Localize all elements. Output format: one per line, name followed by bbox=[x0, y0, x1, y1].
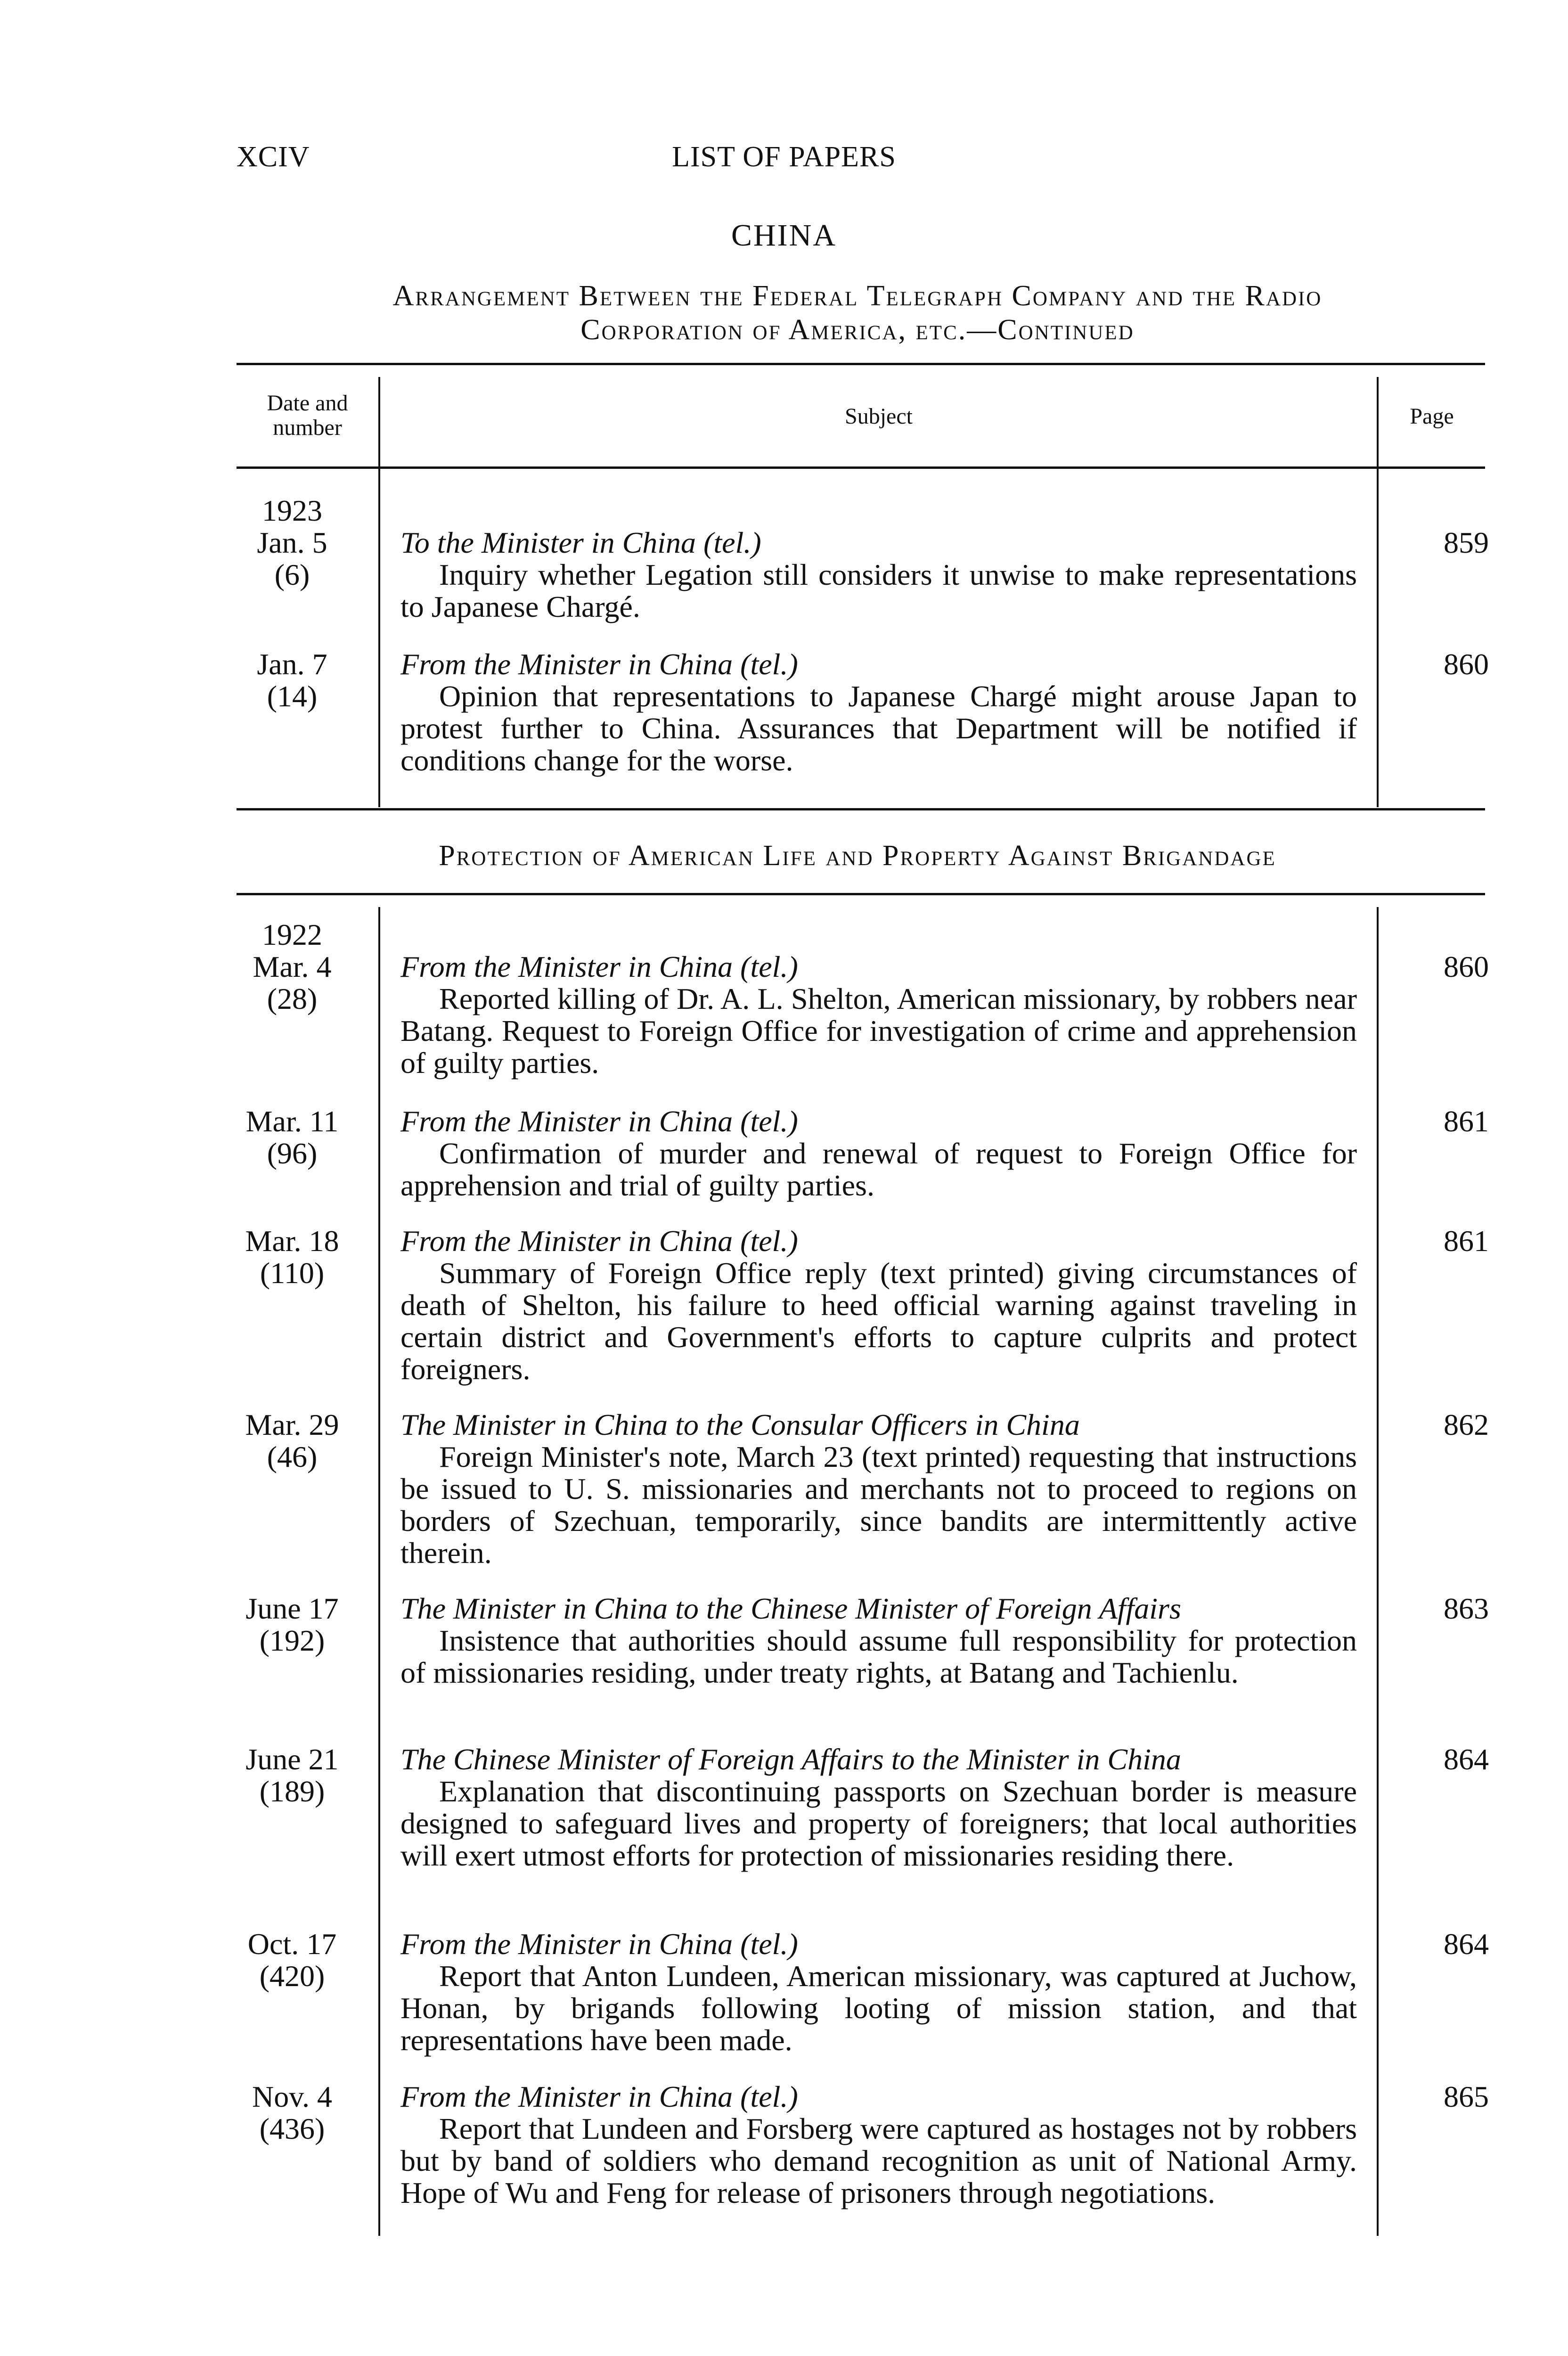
table1-top-rule bbox=[237, 363, 1485, 365]
entry-summary: Inquiry whether Legation still considers it unwise to make representations to Japanese Chargé. bbox=[400, 558, 1357, 623]
entry-date bbox=[221, 2081, 363, 2145]
date: June 17 bbox=[245, 1592, 339, 1625]
entry-date bbox=[221, 1593, 363, 1657]
entry-addressee: From the Minister in China (tel.) bbox=[400, 2080, 798, 2113]
entry-subject bbox=[400, 527, 1357, 623]
subsection-title-line-1: Arrangement Between the Federal Telegraph Company and the Radio bbox=[392, 280, 1323, 312]
entry-date bbox=[221, 1409, 363, 1473]
number: (192) bbox=[259, 1624, 325, 1657]
date: Mar. 18 bbox=[245, 1224, 339, 1258]
page-number: XCIV bbox=[237, 141, 310, 173]
entry-page: 863 bbox=[1444, 1592, 1489, 1625]
entry-summary: Reported killing of Dr. A. L. Shelton, American missionary, by robbers near Batang. Request to Foreign Office for investigation of crime and apprehension of guilty parties. bbox=[400, 982, 1357, 1080]
entry-addressee: The Minister in China to the Chinese Minister of Foreign Affairs bbox=[400, 1592, 1181, 1625]
entry-subject bbox=[400, 1409, 1357, 1569]
entry-date bbox=[221, 527, 363, 591]
entry-page: 864 bbox=[1444, 1927, 1489, 1961]
number: (14) bbox=[267, 679, 318, 713]
table2-top-rule bbox=[237, 893, 1485, 895]
entry-addressee: From the Minister in China (tel.) bbox=[400, 1104, 798, 1138]
entry-summary: Summary of Foreign Office reply (text printed) giving circumstances of death of Shelton, his failure to heed official warning against traveling in certain district and Government's efforts to capture culprits and protect foreigners. bbox=[400, 1256, 1357, 1386]
entry-summary: Opinion that representations to Japanese Chargé might arouse Japan to protest further to China. Assurances that Department will be notified if conditions change for the worse. bbox=[400, 679, 1357, 777]
column-header-page: Page bbox=[1410, 404, 1454, 429]
entry-date bbox=[221, 1928, 363, 1992]
number: (6) bbox=[274, 558, 310, 591]
section-title: CHINA bbox=[731, 218, 837, 253]
number: (46) bbox=[267, 1440, 318, 1473]
table1-left-divider bbox=[378, 377, 380, 807]
entry-page: 860 bbox=[1444, 950, 1489, 983]
entry-summary: Foreign Minister's note, March 23 (text printed) requesting that instructions be issued to U. S. missionaries and merchants not to proceed to regions on borders of Szechuan, temporarily, since bandits are intermittently active therein. bbox=[400, 1440, 1357, 1570]
entry-date bbox=[221, 1105, 363, 1170]
entry-page: 860 bbox=[1444, 647, 1489, 681]
date: Mar. 29 bbox=[245, 1408, 339, 1441]
entry-subject bbox=[400, 1225, 1357, 1385]
date: Jan. 7 bbox=[257, 647, 327, 681]
entry-summary: Report that Lundeen and Forsberg were captured as hostages not by robbers but by band of soldiers who demand recognition as unit of National Army. Hope of Wu and Feng for release of prisoners through negotiations. bbox=[400, 2112, 1357, 2209]
table1-header-rule bbox=[237, 466, 1485, 469]
entry-page: 861 bbox=[1444, 1224, 1489, 1258]
running-title: LIST OF PAPERS bbox=[672, 141, 896, 173]
table2-right-divider bbox=[1377, 907, 1379, 2236]
subsection-title-line-2: Corporation of America, etc.—Continued bbox=[580, 314, 1135, 346]
number: (420) bbox=[259, 1959, 325, 1993]
column-header-date: Date and number bbox=[267, 391, 348, 440]
entry-subject bbox=[400, 1928, 1357, 2056]
entry-subject bbox=[400, 1105, 1357, 1202]
number: (189) bbox=[259, 1775, 325, 1808]
entry-subject bbox=[400, 951, 1357, 1079]
entry-summary: Report that Anton Lundeen, American missionary, was captured at Juchow, Honan, by brigands following looting of mission station, and that representations have been made. bbox=[400, 1959, 1357, 2057]
entry-subject bbox=[400, 2081, 1357, 2209]
entry-summary: Explanation that discontinuing passports on Szechuan border is measure designed to safeguard lives and property of foreigners; that local authorities will exert utmost efforts for protection of missionaries residing there. bbox=[400, 1775, 1357, 1872]
subsection-2-title: Protection of American Life and Property Against Brigandage bbox=[439, 840, 1276, 872]
date: Nov. 4 bbox=[252, 2080, 333, 2113]
entry-summary: Insistence that authorities should assume full responsibility for protection of missionaries residing, under treaty rights, at Batang and Tachienlu. bbox=[400, 1624, 1357, 1689]
entry-subject bbox=[400, 648, 1357, 777]
entry-page: 861 bbox=[1444, 1104, 1489, 1138]
entry-addressee: The Minister in China to the Consular Officers in China bbox=[400, 1408, 1080, 1441]
entry-date bbox=[221, 1225, 363, 1289]
number: (436) bbox=[259, 2112, 325, 2145]
entry-date bbox=[221, 1743, 363, 1808]
date: Jan. 5 bbox=[257, 526, 327, 559]
entry-addressee: From the Minister in China (tel.) bbox=[400, 1927, 798, 1961]
entry-date bbox=[221, 951, 363, 1015]
entry-page: 862 bbox=[1444, 1408, 1489, 1441]
year-label: 1923 bbox=[262, 494, 322, 527]
date: June 21 bbox=[245, 1742, 339, 1776]
entry-addressee: From the Minister in China (tel.) bbox=[400, 1224, 798, 1258]
entry-page: 865 bbox=[1444, 2080, 1489, 2113]
number: (110) bbox=[260, 1256, 325, 1290]
number: (28) bbox=[267, 982, 318, 1015]
entry-subject bbox=[400, 1743, 1357, 1872]
entry-page: 864 bbox=[1444, 1742, 1489, 1776]
entry-date bbox=[221, 648, 363, 712]
date: Mar. 11 bbox=[245, 1104, 339, 1138]
entry-page: 859 bbox=[1444, 526, 1489, 559]
table1-right-divider bbox=[1377, 377, 1379, 807]
date: Oct. 17 bbox=[247, 1927, 337, 1961]
entry-subject bbox=[400, 1593, 1357, 1689]
entry-addressee: From the Minister in China (tel.) bbox=[400, 950, 798, 983]
year-label: 1922 bbox=[262, 918, 322, 951]
table1-bottom-rule bbox=[237, 808, 1485, 810]
entry-summary: Confirmation of murder and renewal of request to Foreign Office for apprehension and trial of guilty parties. bbox=[400, 1137, 1357, 1202]
column-header-subject: Subject bbox=[845, 404, 913, 429]
entry-addressee: The Chinese Minister of Foreign Affairs to the Minister in China bbox=[400, 1742, 1181, 1776]
entry-addressee: From the Minister in China (tel.) bbox=[400, 647, 798, 681]
entry-addressee: To the Minister in China (tel.) bbox=[400, 526, 761, 559]
date: Mar. 4 bbox=[253, 950, 332, 983]
table2-left-divider bbox=[378, 907, 380, 2236]
number: (96) bbox=[267, 1137, 318, 1170]
